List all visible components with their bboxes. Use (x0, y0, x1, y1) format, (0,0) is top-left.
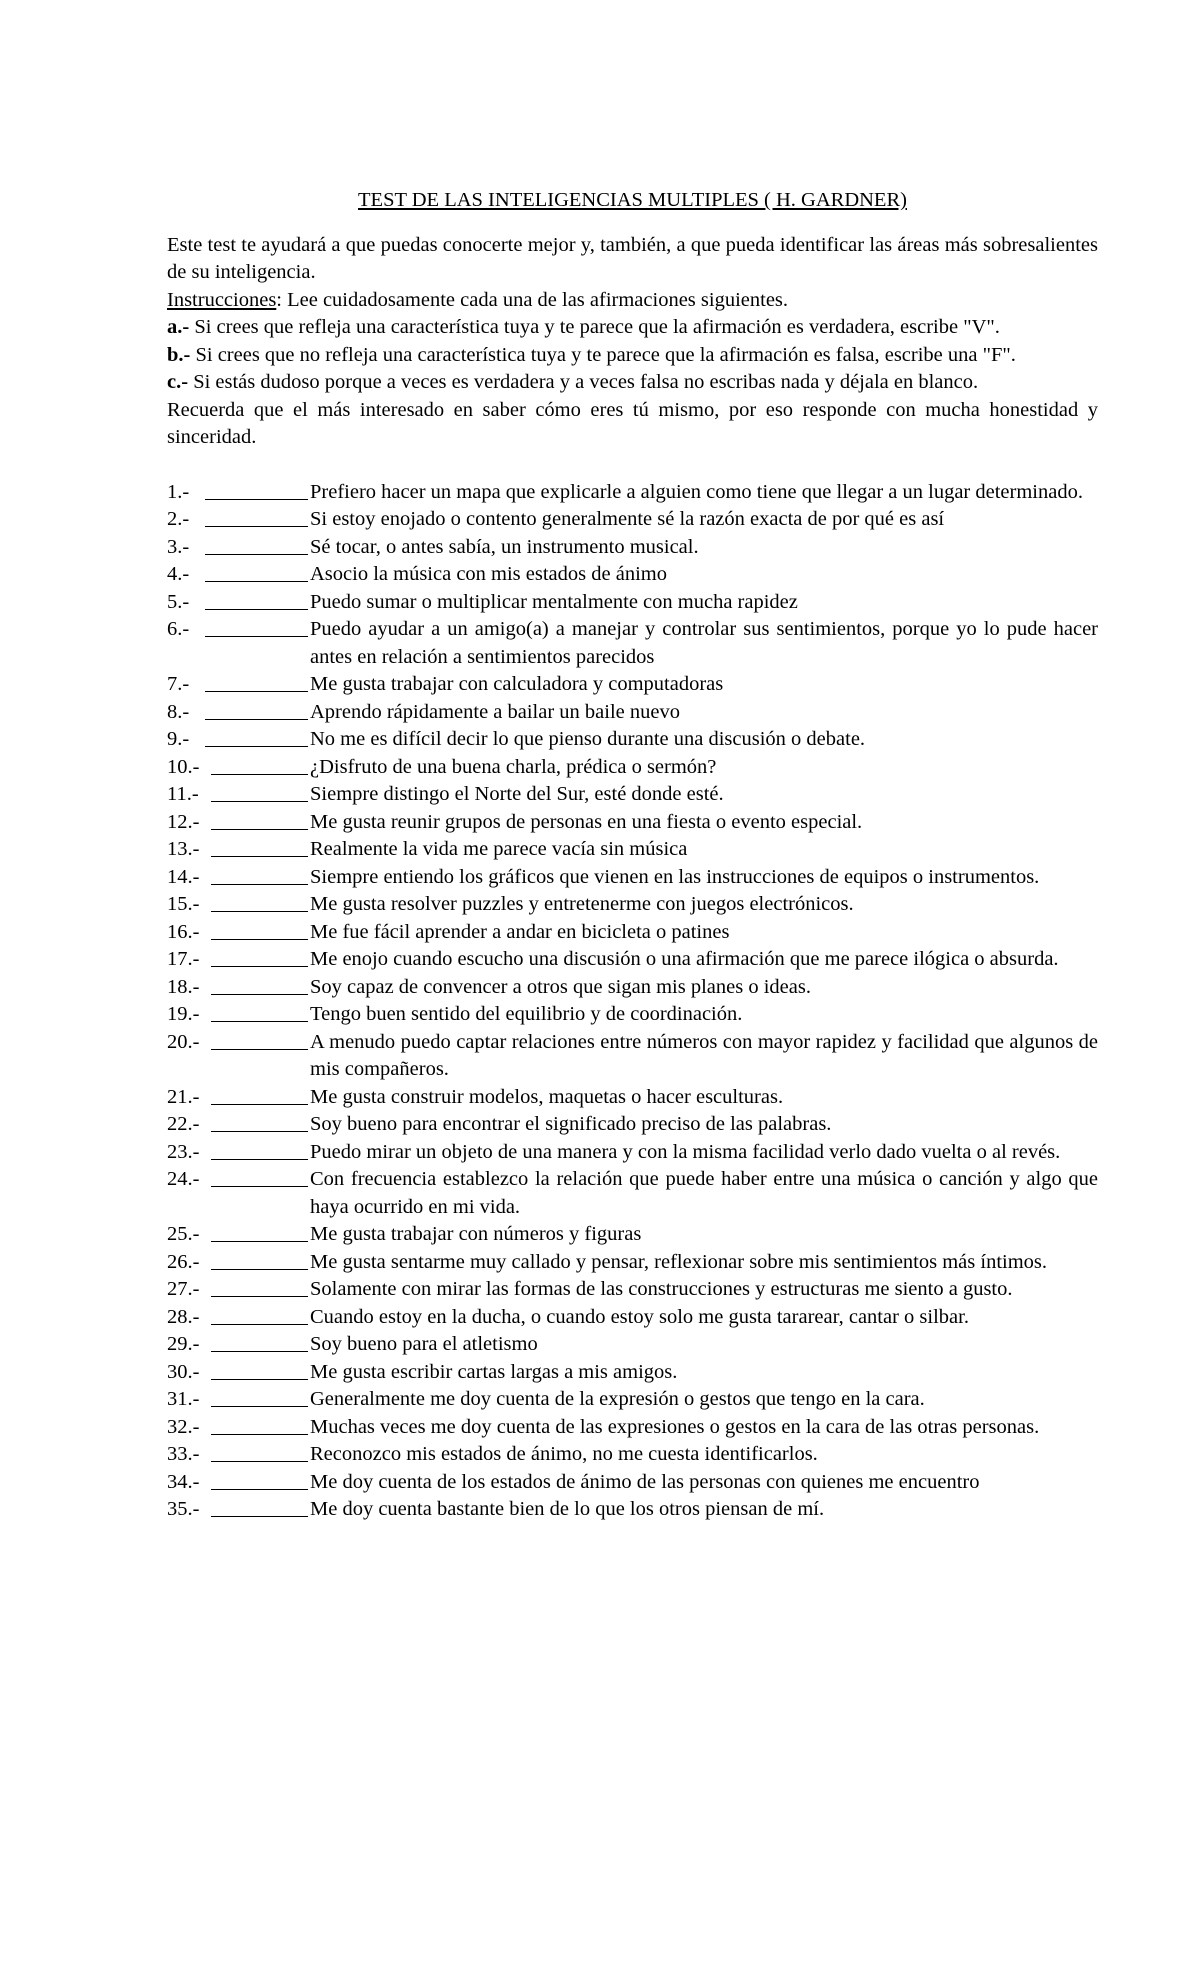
instructions-label: Instrucciones (167, 288, 277, 311)
question-item (167, 534, 1098, 562)
question-item (167, 781, 1098, 809)
question-text: Con frecuencia establezco la relación que puede haber entre una música o canción y algo que haya ocurrido en mi vida. (310, 1168, 1098, 1218)
answer-blank[interactable] (211, 1276, 308, 1297)
question-text: Tengo buen sentido del equilibrio y de coordinación. (310, 1003, 743, 1025)
question-number: 33.- (167, 1443, 200, 1465)
answer-blank[interactable] (211, 1139, 308, 1160)
question-number: 1.- (167, 480, 190, 503)
question-item (167, 974, 1098, 1002)
instruction-b (167, 342, 1098, 370)
question-number: 26.- (167, 1250, 200, 1273)
question-number: 28.- (167, 1305, 200, 1328)
question-item (167, 1414, 1098, 1442)
question-number: 27.- (167, 1278, 200, 1300)
question-text: Soy bueno para el atletismo (310, 1333, 538, 1355)
question-text: Me fue fácil aprender a andar en bicicleta o patines (310, 920, 730, 943)
question-item (167, 699, 1098, 727)
question-number: 35.- (167, 1498, 200, 1520)
question-text: ¿Disfruto de una buena charla, prédica o sermón? (310, 755, 717, 778)
question-text: Sé tocar, o antes sabía, un instrumento musical. (310, 535, 699, 558)
answer-blank[interactable] (211, 1304, 308, 1325)
question-item (167, 561, 1098, 589)
question-number: 19.- (167, 1003, 200, 1025)
question-number: 2.- (167, 508, 190, 530)
closing-paragraph: Recuerda que el más interesado en saber cómo eres tú mismo, por eso responde con mucha honestidad y sinceridad. (167, 398, 1098, 448)
question-item (167, 1469, 1098, 1497)
instructions-line (167, 287, 1098, 315)
answer-blank[interactable] (211, 1386, 308, 1407)
question-item (167, 1166, 1098, 1221)
answer-blank[interactable] (205, 671, 308, 692)
question-text: Prefiero hacer un mapa que explicarle a alguien como tiene que llegar a un lugar determinado. (310, 480, 1083, 503)
question-number: 32.- (167, 1415, 200, 1438)
question-item (167, 1441, 1098, 1469)
question-number: 15.- (167, 893, 200, 915)
question-text: Me gusta escribir cartas largas a mis amigos. (310, 1360, 678, 1383)
answer-blank[interactable] (211, 1331, 308, 1352)
question-item (167, 891, 1098, 919)
question-text: Asocio la música con mis estados de ánimo (310, 563, 667, 585)
question-text: Siempre entiendo los gráficos que vienen en las instrucciones de equipos o instrumentos. (310, 865, 1040, 888)
answer-blank[interactable] (211, 1359, 308, 1380)
question-text: Aprendo rápidamente a bailar un baile nuevo (310, 700, 680, 723)
answer-blank[interactable] (211, 1469, 308, 1490)
question-text: Me gusta resolver puzzles y entretenerme con juegos electrónicos. (310, 893, 854, 915)
question-number: 14.- (167, 865, 200, 888)
question-number: 11.- (167, 783, 199, 805)
document-page (167, 187, 1098, 1524)
question-item (167, 1221, 1098, 1249)
question-number: 4.- (167, 563, 190, 585)
question-text: Me doy cuenta de los estados de ánimo de las personas con quienes me encuentro (310, 1470, 980, 1493)
question-text: Puedo ayudar a un amigo(a) a manejar y controlar sus sentimientos, porque yo lo pude hacer antes en relación a sentimientos parecidos (310, 618, 1098, 668)
question-number: 24.- (167, 1168, 200, 1190)
answer-blank[interactable] (211, 754, 308, 775)
question-number: 20.- (167, 1030, 200, 1053)
question-list (167, 479, 1098, 1524)
question-number: 5.- (167, 590, 190, 613)
instruction-c (167, 369, 1098, 397)
question-item (167, 754, 1098, 782)
question-text: Me gusta sentarme muy callado y pensar, reflexionar sobre mis sentimientos más íntimos. (310, 1250, 1048, 1273)
answer-blank[interactable] (211, 1029, 308, 1050)
answer-blank[interactable] (211, 809, 308, 830)
answer-blank[interactable] (211, 891, 308, 912)
question-text: Puedo mirar un objeto de una manera y con la misma facilidad verlo dado vuelta o al revés. (310, 1140, 1061, 1163)
question-text: Siempre distingo el Norte del Sur, esté donde esté. (310, 783, 724, 805)
question-text: Me enojo cuando escucho una discusión o una afirmación que me parece ilógica o absurda. (310, 948, 1059, 970)
answer-blank[interactable] (205, 506, 308, 527)
intro-paragraph: Este test te ayudará a que puedas conocerte mejor y, también, a que pueda identificar las áreas más sobresalientes de su inteligencia. (167, 233, 1098, 283)
instruction-c-label: c.- (167, 371, 189, 393)
question-item (167, 1386, 1098, 1414)
answer-blank[interactable] (211, 781, 308, 802)
answer-blank[interactable] (211, 1221, 308, 1242)
question-item (167, 671, 1098, 699)
question-item (167, 1359, 1098, 1387)
question-text: Reconozco mis estados de ánimo, no me cuesta identificarlos. (310, 1443, 818, 1465)
question-text: Soy bueno para encontrar el significado preciso de las palabras. (310, 1113, 832, 1135)
question-text: Me gusta construir modelos, maquetas o hacer esculturas. (310, 1085, 784, 1108)
answer-blank[interactable] (211, 974, 308, 995)
question-number: 31.- (167, 1388, 200, 1410)
question-text: Generalmente me doy cuenta de la expresión o gestos que tengo en la cara. (310, 1388, 925, 1410)
question-number: 3.- (167, 535, 190, 558)
question-number: 21.- (167, 1085, 200, 1108)
question-number: 34.- (167, 1470, 200, 1493)
answer-blank[interactable] (211, 1496, 308, 1517)
question-item (167, 1139, 1098, 1167)
question-item (167, 1304, 1098, 1332)
question-item (167, 616, 1098, 671)
question-number: 22.- (167, 1113, 200, 1135)
question-item (167, 864, 1098, 892)
answer-blank[interactable] (205, 589, 308, 610)
question-number: 7.- (167, 673, 190, 695)
question-item (167, 919, 1098, 947)
question-item (167, 1496, 1098, 1524)
answer-blank[interactable] (211, 946, 308, 967)
question-text: Muchas veces me doy cuenta de las expresiones o gestos en la cara de las otras personas. (310, 1415, 1040, 1438)
question-text: Me gusta reunir grupos de personas en una fiesta o evento especial. (310, 810, 863, 833)
instructions-text: : Lee cuidadosamente cada una de las afirmaciones siguientes. (276, 288, 789, 311)
question-text: Puedo sumar o multiplicar mentalmente con mucha rapidez (310, 590, 798, 613)
question-item (167, 479, 1098, 507)
question-number: 18.- (167, 975, 200, 998)
instruction-b-label: b.- (167, 343, 191, 366)
answer-blank[interactable] (211, 1111, 308, 1132)
question-item (167, 1111, 1098, 1139)
question-item (167, 1249, 1098, 1277)
question-number: 6.- (167, 618, 190, 640)
question-text: Solamente con mirar las formas de las construcciones y estructuras me siento a gusto. (310, 1278, 1013, 1300)
answer-blank[interactable] (211, 1001, 308, 1022)
question-item (167, 589, 1098, 617)
question-number: 29.- (167, 1333, 200, 1355)
answer-blank[interactable] (211, 1084, 308, 1105)
question-item (167, 1084, 1098, 1112)
answer-blank[interactable] (205, 534, 308, 555)
instruction-b-text: Si crees que no refleja una característica tuya y te parece que la afirmación es falsa, escribe una "F". (190, 343, 1016, 366)
question-number: 23.- (167, 1140, 200, 1163)
intro-section (167, 232, 1098, 452)
instruction-c-text: Si estás dudoso porque a veces es verdadera y a veces falsa no escribas nada y déjala en blanco. (188, 371, 979, 393)
answer-blank[interactable] (205, 726, 308, 747)
instruction-a-text: Si crees que refleja una característica tuya y te parece que la afirmación es verdadera, escribe "V". (189, 316, 1000, 338)
question-number: 13.- (167, 838, 200, 860)
question-number: 30.- (167, 1360, 200, 1383)
question-text: A menudo puedo captar relaciones entre números con mayor rapidez y facilidad que algunos de mis compañeros. (310, 1030, 1098, 1080)
answer-blank[interactable] (211, 1249, 308, 1270)
answer-blank[interactable] (211, 1166, 308, 1187)
question-number: 8.- (167, 700, 190, 723)
question-item (167, 506, 1098, 534)
question-item (167, 809, 1098, 837)
question-item (167, 1001, 1098, 1029)
instruction-a (167, 314, 1098, 342)
question-item (167, 946, 1098, 974)
instruction-a-label: a.- (167, 316, 190, 338)
question-text: Me doy cuenta bastante bien de lo que los otros piensan de mí. (310, 1498, 825, 1520)
question-text: No me es difícil decir lo que pienso durante una discusión o debate. (310, 728, 866, 750)
question-text: Me gusta trabajar con números y figuras (310, 1223, 642, 1245)
question-number: 16.- (167, 920, 200, 943)
question-number: 17.- (167, 948, 200, 970)
question-text: Si estoy enojado o contento generalmente sé la razón exacta de por qué es así (310, 508, 945, 530)
page-title: TEST DE LAS INTELIGENCIAS MULTIPLES ( H. GARDNER) (358, 189, 907, 211)
question-text: Me gusta trabajar con calculadora y computadoras (310, 673, 724, 695)
question-text: Soy capaz de convencer a otros que sigan mis planes o ideas. (310, 975, 811, 998)
answer-blank[interactable] (211, 836, 308, 857)
answer-blank[interactable] (205, 561, 308, 582)
question-number: 9.- (167, 728, 190, 750)
question-item (167, 1331, 1098, 1359)
answer-blank[interactable] (211, 1441, 308, 1462)
question-item (167, 836, 1098, 864)
question-text: Realmente la vida me parece vacía sin música (310, 838, 688, 860)
answer-blank[interactable] (211, 1414, 308, 1435)
answer-blank[interactable] (205, 479, 308, 500)
answer-blank[interactable] (211, 919, 308, 940)
question-item (167, 1029, 1098, 1084)
answer-blank[interactable] (211, 864, 308, 885)
question-number: 25.- (167, 1223, 200, 1245)
question-item (167, 1276, 1098, 1304)
question-number: 12.- (167, 810, 200, 833)
question-text: Cuando estoy en la ducha, o cuando estoy solo me gusta tararear, cantar o silbar. (310, 1305, 969, 1328)
answer-blank[interactable] (205, 699, 308, 720)
question-item (167, 726, 1098, 754)
question-number: 10.- (167, 755, 200, 778)
answer-blank[interactable] (205, 616, 308, 637)
